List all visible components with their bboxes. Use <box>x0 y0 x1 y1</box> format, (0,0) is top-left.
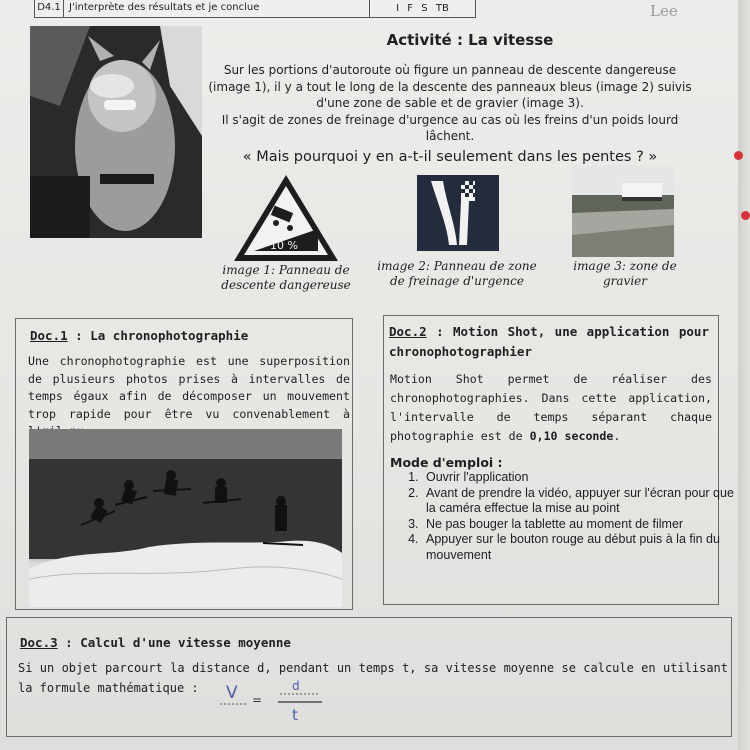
binder-hole <box>741 211 750 220</box>
mode-emploi-steps <box>398 470 738 564</box>
emergency-lane-sign <box>417 175 499 251</box>
doc1-heading: : La chronophotographie <box>67 328 249 343</box>
caption-image-3: image 3: zone de gravier <box>573 259 677 288</box>
sign-percent: 10 % <box>270 239 298 252</box>
list-item: 3. Ne pas bouger la tablette au moment de filmer <box>422 517 738 533</box>
student-name: Lee <box>650 2 678 20</box>
list-item: 1. Ouvrir l'application <box>422 470 738 486</box>
doc2-interval-value: 0,10 seconde <box>529 429 614 443</box>
list-item: 4. Appuyer sur le bouton rouge au début puis à la fin du mouvement <box>422 532 738 563</box>
formula-denominator: t <box>292 706 298 724</box>
formula-equals: = <box>252 693 263 707</box>
activity-question: « Mais pourquoi y en a-t-il seulement dans les pentes ? » <box>242 149 658 165</box>
level-i: I <box>396 3 400 14</box>
doc2-text-end: . <box>613 429 621 443</box>
list-item: 2. Avant de prendre la vidéo, appuyer sur l'écran pour que la caméra effectue la mise au point <box>422 486 738 517</box>
doc2-text <box>390 370 712 446</box>
formula-v: V <box>226 683 238 703</box>
doc1-title <box>30 328 248 343</box>
doc2-text-start: Motion Shot permet de réaliser des chronophotographies. Dans cette application, l'intervalle de temps séparant chaque photographie est de <box>390 372 712 443</box>
competence-header <box>34 0 476 18</box>
doc3-title <box>20 635 291 650</box>
gravel-zone-photo <box>572 165 674 257</box>
doc2-title <box>389 322 709 362</box>
caption-image-2: image 2: Panneau de zone de freinage d'urgence <box>377 259 537 288</box>
mode-emploi-title: Mode d'emploi : <box>390 455 503 470</box>
caption-image-1: image 1: Panneau de descente dangereuse <box>221 263 351 292</box>
steep-descent-sign <box>232 173 340 263</box>
page-edge <box>738 0 750 750</box>
ski-chronophotography-photo <box>29 429 342 607</box>
doc2-label: Doc.2 <box>389 324 427 339</box>
doc1-label: Doc.1 <box>30 328 68 343</box>
competence-code: D4.1 <box>35 0 64 17</box>
dog-photo <box>30 26 202 238</box>
doc1-text: Une chronophotographie est une superposition de plusieurs photos prises à intervalles de temps égaux afin de décomposer un mouvement trop rapide pour être vu convenablement à <box>28 354 350 421</box>
intro-paragraph: Il s'agit de zones de freinage d'urgence au cas où les freins d'un poids lourd lâchent. <box>221 112 679 143</box>
activity-intro <box>202 62 698 145</box>
level-f: F <box>407 3 414 14</box>
formula-numerator: d <box>292 679 300 693</box>
doc2-box <box>383 315 734 605</box>
doc3-heading: : Calcul d'une vitesse moyenne <box>57 635 291 650</box>
doc3-box <box>6 617 732 737</box>
binder-hole <box>734 151 743 160</box>
doc3-label: Doc.3 <box>20 635 58 650</box>
doc2-heading: : Motion Shot, une application pour chronophotographier <box>389 324 709 359</box>
doc3-text: Si un objet parcourt la distance d, pendant un temps t, sa vitesse moyenne se calcule en utilisant la formule mathématique : <box>18 661 728 695</box>
competence-levels <box>370 3 475 14</box>
handwritten-formula <box>218 676 328 724</box>
competence-text: J'interprète des résultats et je conclue <box>64 0 370 17</box>
level-s: S <box>421 3 428 14</box>
intro-paragraph: Sur les portions d'autoroute où figure un panneau de descente dangereuse (image 1), il y a tout le long de la descente des panneaux bleus (image 2) suivis d'une zone de sable et de gravier (image 3). <box>208 63 692 110</box>
doc1-box <box>15 318 353 610</box>
activity-title: Activité : La vitesse <box>386 31 554 49</box>
level-tb: TB <box>435 3 449 14</box>
